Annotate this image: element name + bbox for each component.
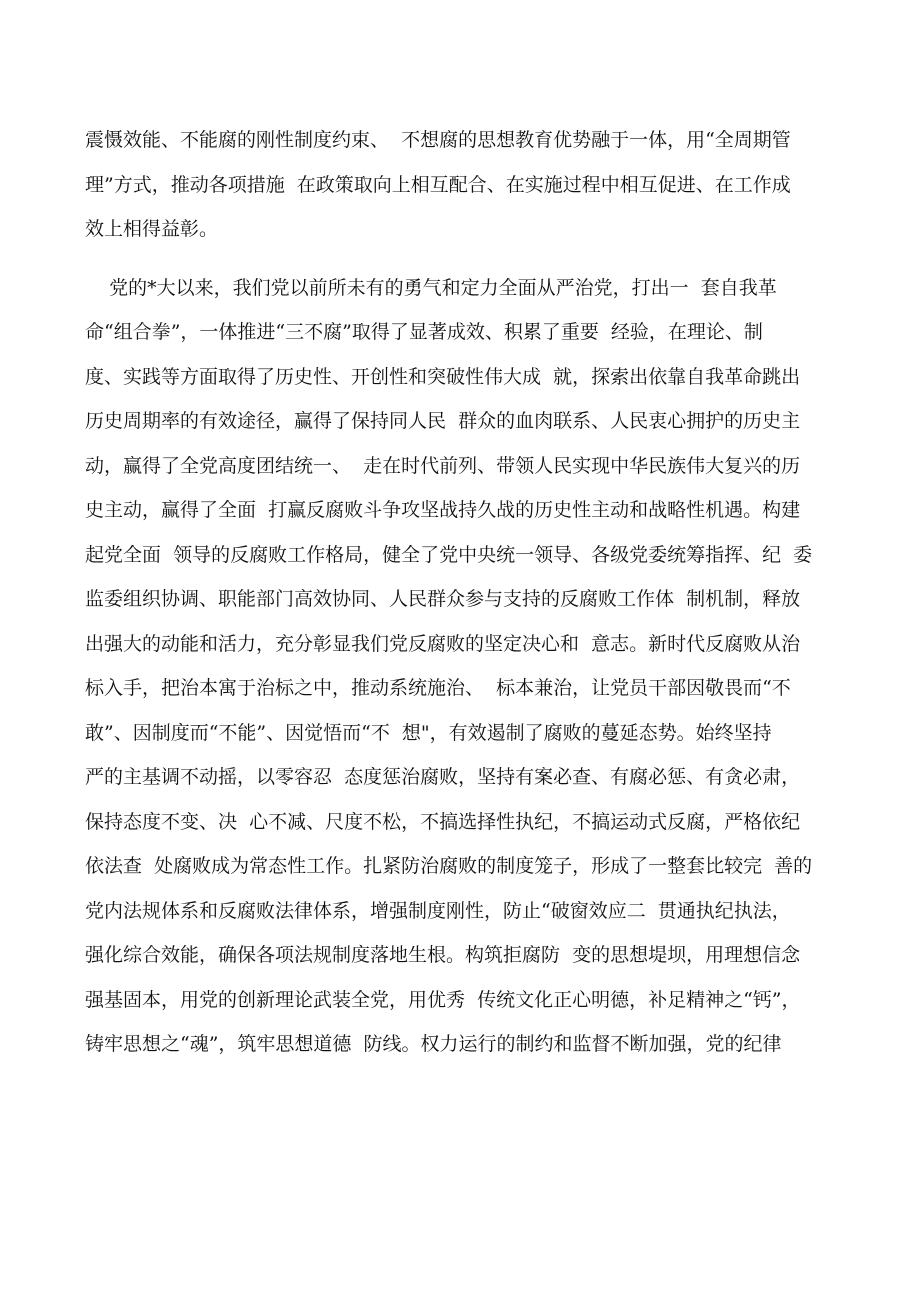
text-line: 动，赢得了全党高度团结统一、 走在时代前列、带领人民实现中华民族伟大复兴的历 (85, 454, 801, 477)
text-line: 命“组合拳”，一体推进“三不腐”取得了显著成效、积累了重要 经验，在理论、制 (85, 321, 763, 343)
text-line: 震慑效能、不能腐的刚性制度约束、 不想腐的思想教育优势融于一体，用“全周期管 (85, 129, 791, 151)
paragraph-spacer (85, 252, 845, 266)
text-line: 起党全面 领导的反腐败工作格局，健全了党中央统一领导、各级党委统筹指挥、纪 委 (85, 543, 813, 566)
text-line: 史主动，赢得了全面 打赢反腐败斗争攻坚战持久战的历史性主动和战略性机遇。构建 (85, 499, 801, 521)
text-line: 标入手，把治本寓于治标之中，推动系统施治、 标本兼治，让党员干部因敬畏而“不 (85, 677, 791, 699)
text-line: 依法查 处腐败成为常态性工作。扎紧防治腐败的制度笼子，形成了一整套比较完 善的 (85, 855, 813, 877)
document-body (85, 118, 845, 1067)
paragraph-2 (85, 266, 845, 1067)
text-line: 敢”、因制度而“不能”、因觉悟而“不 想"，有效遏制了腐败的蔓延态势。始终坚持 (85, 721, 772, 744)
text-line: 强基固本，用党的创新理论武装全党，用优秀 传统文化正心明德，补足精神之“钙”， (85, 988, 801, 1011)
text-line: 度、实践等方面取得了历史性、开创性和突破性伟大成 就，探索出依靠自我革命跳出 (85, 365, 801, 388)
text-line: 效上相得益彰。 (85, 218, 219, 240)
text-line: 强化综合效能，确保各项法规制度落地生根。构筑拒腐防 变的思想堤坝，用理想信念 (85, 944, 801, 966)
text-line: 党的*大以来，我们党以前所未有的勇气和定力全面从严治党，打出一 套自我革 (85, 276, 777, 299)
text-line: 历史周期率的有效途径，赢得了保持同人民 群众的血肉联系、人民衷心拥护的历史主 (85, 410, 801, 432)
text-line: 出强大的动能和活力，充分彰显我们党反腐败的坚定决心和 意志。新时代反腐败从治 (85, 632, 801, 655)
text-line: 严的主基调不动摇，以零容忍 态度惩治腐败，坚持有案必查、有腐必惩、有贪必肃， (85, 766, 801, 788)
text-line: 监委组织协调、职能部门高效协同、人民群众参与支持的反腐败工作体 制机制，释放 (85, 588, 801, 610)
text-line: 铸牢思想之“魂”，筑牢思想道德 防线。权力运行的制约和监督不断加强，党的纪律 (85, 1033, 782, 1055)
text-line: 党内法规体系和反腐败法律体系，增强制度刚性，防止“破窗效应二 贯通执纪执法， (85, 899, 791, 922)
text-line: 保持态度不变、决 心不减、尺度不松，不搞选择性执纪，不搞运动式反腐，严格依纪 (85, 810, 801, 833)
text-line: 理”方式，推动各项措施 在政策取向上相互配合、在实施过程中相互促进、在工作成 (85, 173, 791, 196)
paragraph-1 (85, 118, 845, 252)
